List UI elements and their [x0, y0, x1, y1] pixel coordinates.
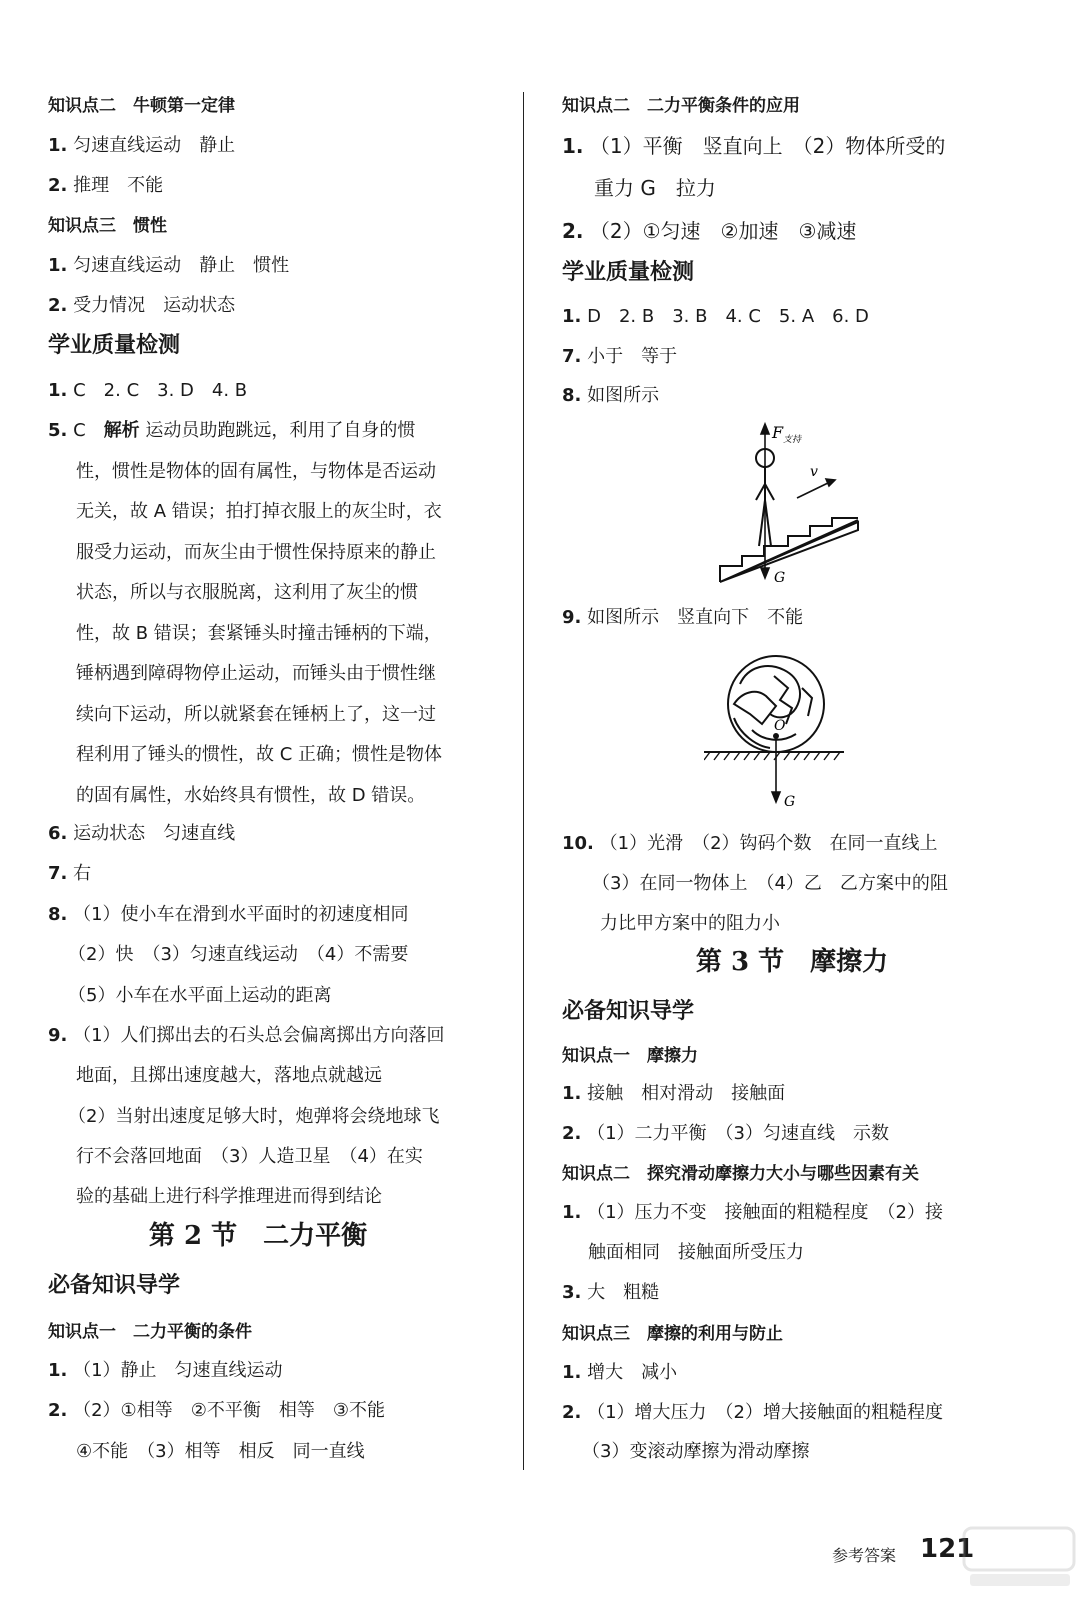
answer-line: 2. （1）增大压力 （2）增大接触面的粗糙程度: [562, 1402, 944, 1423]
section-title: 第 3 节 摩擦力: [695, 947, 889, 977]
gravity-label: G: [784, 794, 796, 810]
explanation-line: 性，惯性是物体的固有属性，与物体是否运动: [76, 461, 436, 482]
answer-line: 7. 小于 等于: [562, 346, 678, 367]
guide-heading: 必备知识导学: [48, 1273, 181, 1298]
explanation-line: 锤柄遇到障碍物停止运动，而锤头由于惯性继: [76, 663, 436, 684]
answer-line: （3）变滚动摩擦为滑动摩擦: [582, 1441, 810, 1462]
answer-line: 8. （1）使小车在滑到水平面时的初速度相同: [48, 904, 409, 925]
answer-line: 3. 大 粗糙: [562, 1282, 660, 1303]
answer-line: 1. C 2. C 3. D 4. B: [48, 380, 248, 401]
section-heading: 知识点一 摩擦力: [562, 1046, 698, 1066]
answer-line: 8. 如图所示: [562, 385, 660, 406]
escalator-figure: [712, 418, 872, 590]
answer-line: （5）小车在水平面上运动的距离: [68, 985, 332, 1006]
answer-line: 触面相同 接触面所受压力: [588, 1242, 804, 1263]
answer-line: 行不会落回地面 （3）人造卫星 （4）在实: [76, 1146, 423, 1167]
section-heading: 知识点二 二力平衡条件的应用: [562, 96, 800, 116]
explanation-line: 续向下运动，所以就紧套在锤柄上了，这一过: [76, 704, 436, 725]
section-title: 第 2 节 二力平衡: [148, 1221, 368, 1251]
answer-line: 1. D 2. B 3. B 4. C 5. A 6. D: [562, 306, 869, 327]
answer-line: 2. （2）①匀速 ②加速 ③减速: [562, 219, 857, 243]
answer-line: 1. 匀速直线运动 静止: [48, 135, 236, 156]
watermark-logo: [960, 1522, 1080, 1592]
center-o-label: O: [774, 718, 786, 734]
answer-line: 地面，且掷出速度越大，落地点就越远: [76, 1065, 382, 1086]
explanation-line: 的固有属性，水始终具有惯性，故 D 错误。: [76, 785, 426, 806]
answer-line: 2. 推理 不能: [48, 175, 164, 196]
page-number: 121: [920, 1534, 975, 1564]
answer-line: 6. 运动状态 匀速直线: [48, 823, 236, 844]
answer-line: 7. 右: [48, 863, 92, 884]
explanation-line: 状态，所以与衣服脱离，这利用了灰尘的惯: [76, 582, 418, 603]
answer-line: （2）当射出速度足够大时，炮弹将会绕地球飞: [68, 1106, 440, 1127]
answer-line: 1. 匀速直线运动 静止 惯性: [48, 255, 290, 276]
answer-line: 5. C 解析 运动员助跑跳远，利用了自身的惯: [48, 420, 416, 441]
column-divider: [523, 92, 524, 1470]
gravity-label: G: [774, 570, 786, 586]
support-force-label: F: [772, 423, 784, 442]
answer-line: 1. （1）静止 匀速直线运动: [48, 1360, 283, 1381]
answer-line: 9. 如图所示 竖直向下 不能: [562, 607, 804, 628]
answer-line: 10. （1）光滑 （2）钩码个数 在同一直线上: [562, 833, 938, 854]
section-heading: 知识点二 牛顿第一定律: [48, 96, 235, 116]
answer-line: 2. （1）二力平衡 （3）匀速直线 示数: [562, 1123, 890, 1144]
ball-figure: [704, 648, 864, 812]
answer-line: 9. （1）人们掷出去的石头总会偏离掷出方向落回: [48, 1025, 445, 1046]
section-heading: 知识点三 摩擦的利用与防止: [562, 1324, 783, 1344]
quality-heading: 学业质量检测: [562, 260, 695, 285]
answer-line: ④不能 （3）相等 相反 同一直线: [76, 1441, 365, 1462]
guide-heading: 必备知识导学: [562, 999, 695, 1024]
explanation-line: 性，故 B 错误；套紧锤头时撞击锤柄的下端，: [76, 623, 442, 644]
answer-line: 力比甲方案中的阻力小: [600, 913, 780, 934]
answer-line: 1. 增大 减小: [562, 1362, 678, 1383]
answer-line: （3）在同一物体上 （4）乙 乙方案中的阻: [592, 873, 948, 894]
section-heading: 知识点一 二力平衡的条件: [48, 1322, 252, 1342]
explanation-line: 程利用了锤头的惯性，故 C 正确；惯性是物体: [76, 744, 443, 765]
footer-label: 参考答案: [832, 1546, 897, 1565]
velocity-label: v: [810, 464, 818, 480]
explanation-line: 无关，故 A 错误；拍打掉衣服上的灰尘时，衣: [76, 501, 442, 522]
answer-line: 1. （1）压力不变 接触面的粗糙程度 （2）接: [562, 1202, 944, 1223]
answer-line: （2）快 （3）匀速直线运动 （4）不需要: [68, 944, 409, 965]
answer-line: 1. （1）平衡 竖直向上 （2）物体所受的: [562, 134, 946, 158]
section-heading: 知识点二 探究滑动摩擦力大小与哪些因素有关: [562, 1164, 919, 1184]
answer-line: 2. （2）①相等 ②不平衡 相等 ③不能: [48, 1400, 385, 1421]
answer-line: 2. 受力情况 运动状态: [48, 295, 236, 316]
explanation-line: 服受力运动，而灰尘由于惯性保持原来的静止: [76, 542, 436, 563]
quality-heading: 学业质量检测: [48, 333, 181, 358]
answer-line: 1. 接触 相对滑动 接触面: [562, 1083, 786, 1104]
answer-line: 重力 G 拉力: [594, 176, 716, 200]
support-force-subscript: 支持: [783, 435, 802, 445]
section-heading: 知识点三 惯性: [48, 216, 167, 236]
answer-line: 验的基础上进行科学推理进而得到结论: [76, 1186, 382, 1207]
